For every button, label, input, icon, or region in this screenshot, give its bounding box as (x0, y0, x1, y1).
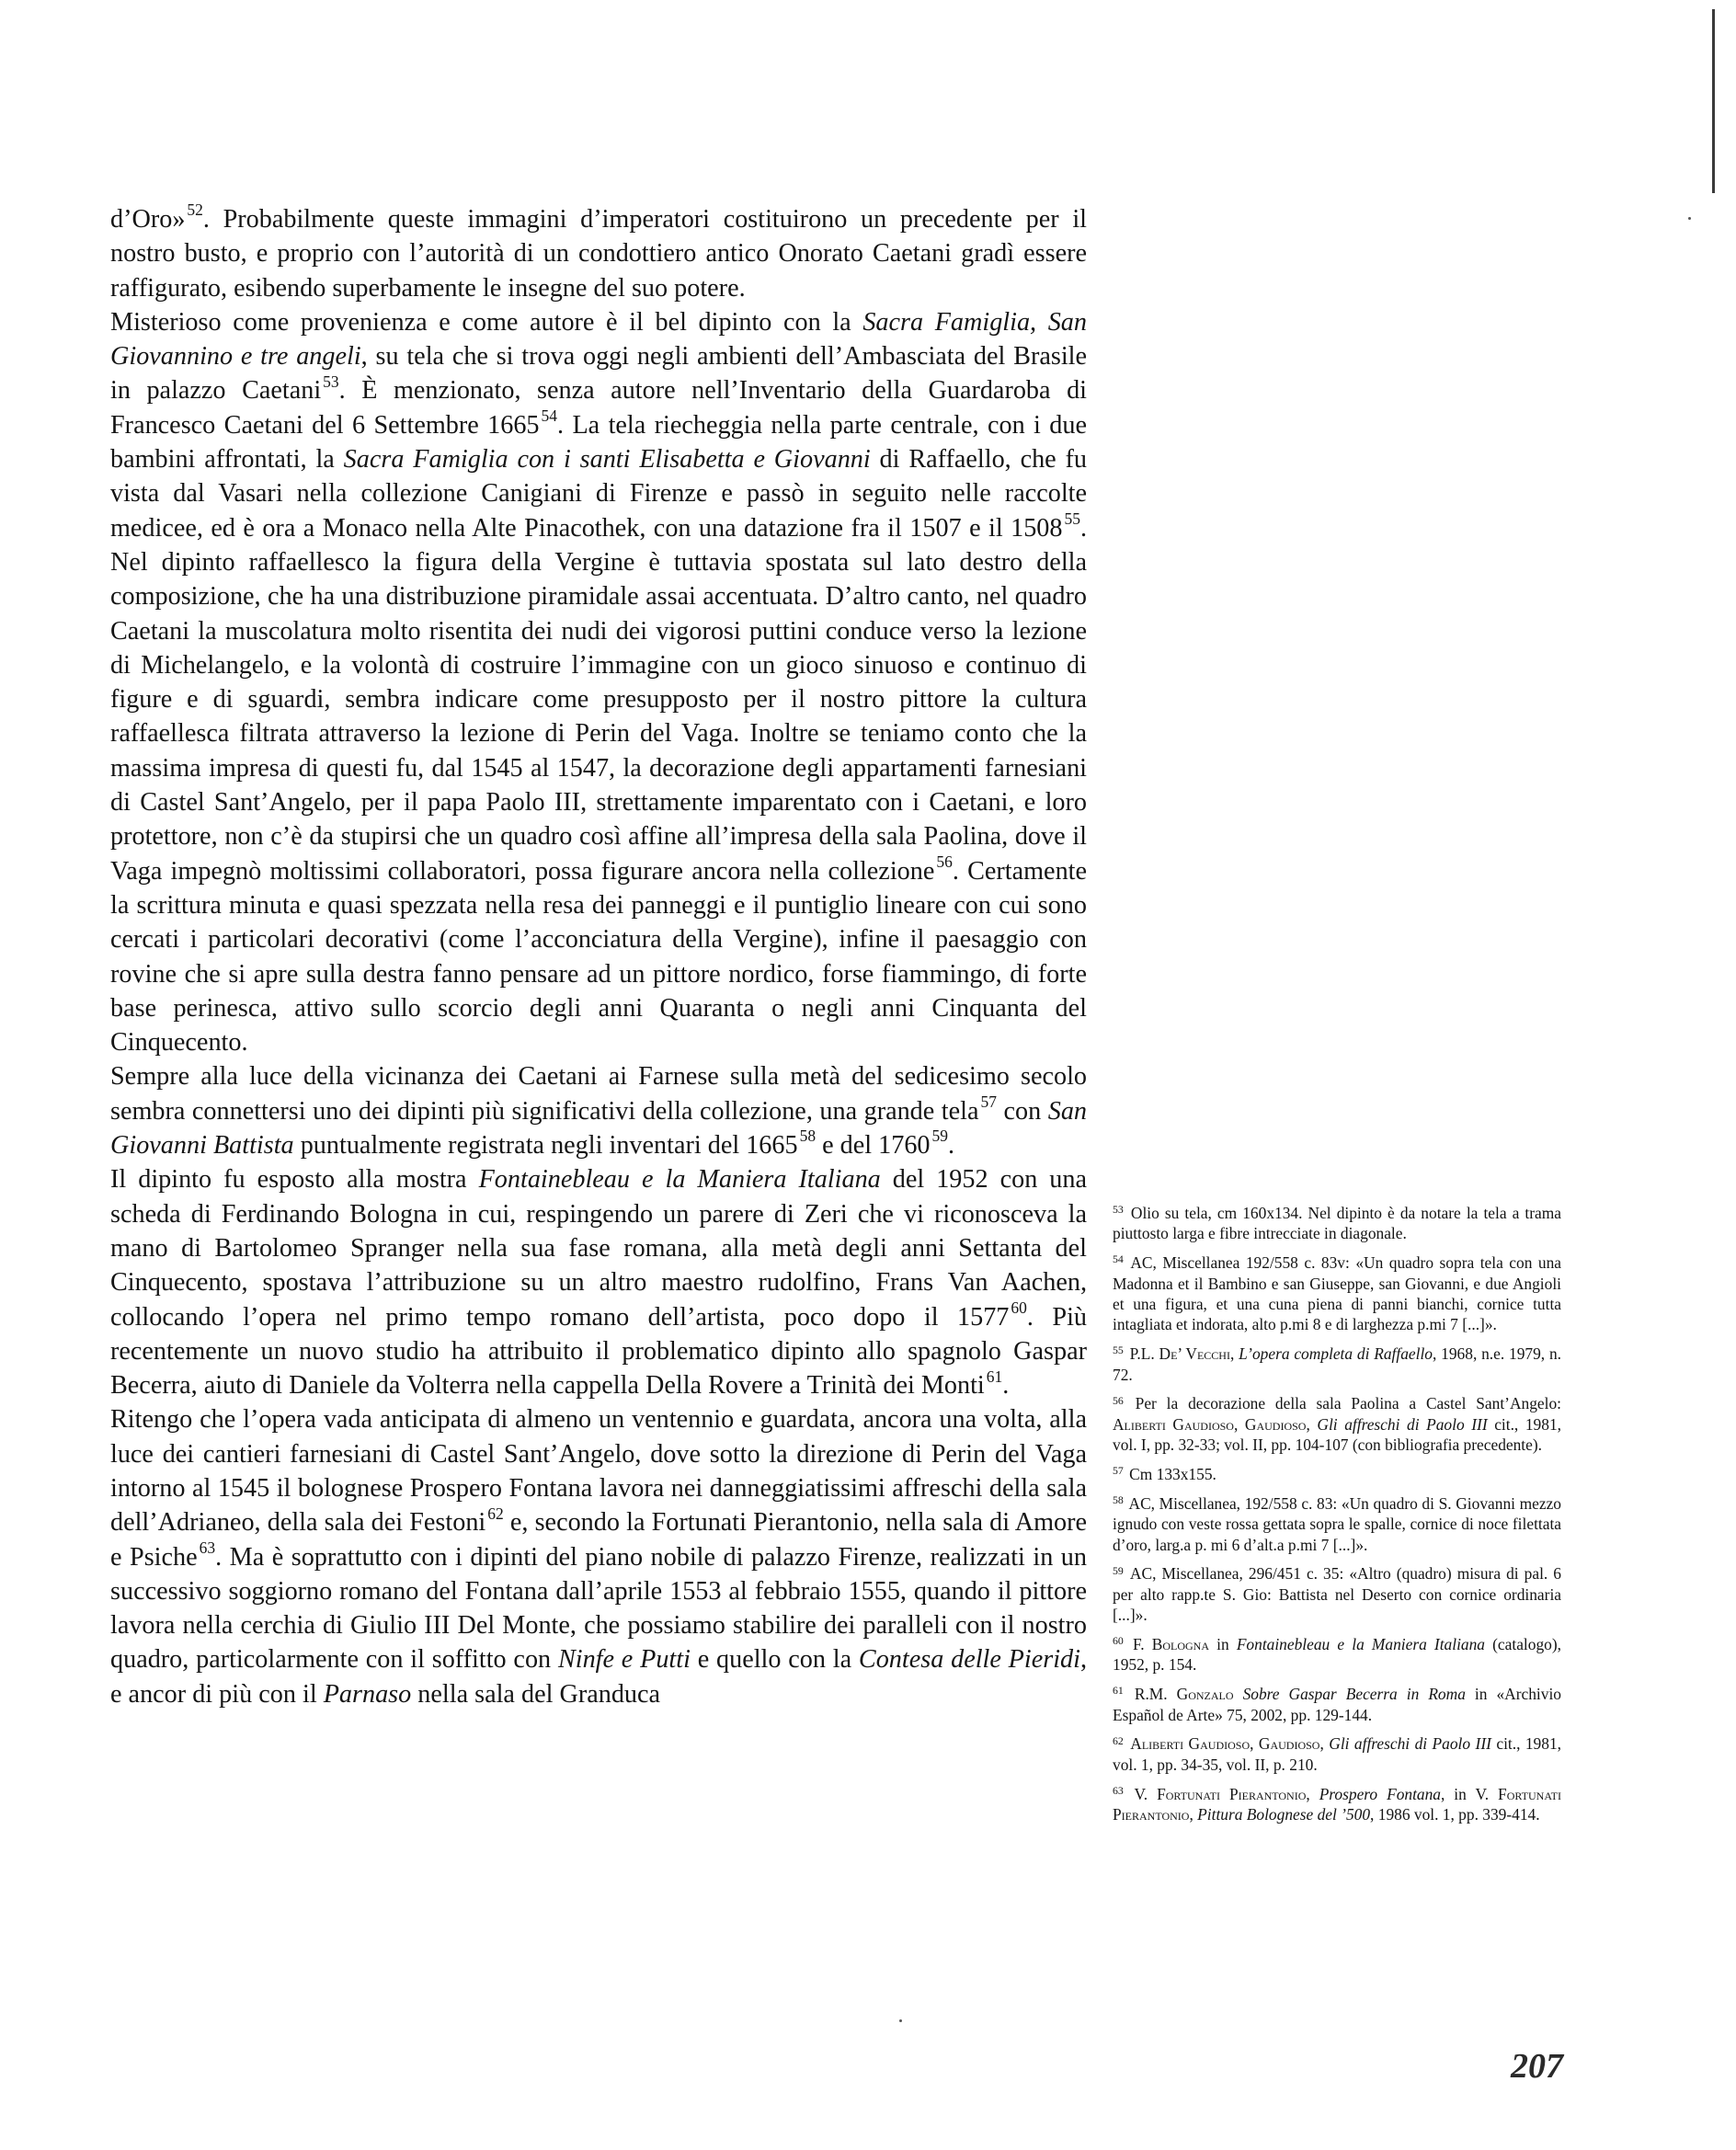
note-reference: 54 (1113, 1252, 1124, 1266)
footnote-60: $^{60}$ F. Bologna in Fontainebleau e la Maniera Italiana (catalogo), 1952, p. 154. (1113, 1634, 1561, 1675)
italic-text: Prospero Fontana (1319, 1784, 1441, 1803)
note-reference: 56 (1113, 1393, 1124, 1407)
scan-speck (1688, 217, 1691, 220)
author-name: Bologna (1151, 1635, 1209, 1654)
note-reference: 62 (1113, 1733, 1124, 1747)
footnote-63: $^{63}$ V. Fortunati Pierantonio, Prospero Fontana, in V. Fortunati Pierantonio, Pittura Bolognese del ’500, 1986 vol. 1, pp. 339-414. (1113, 1783, 1561, 1824)
note-reference: 63 (1113, 1783, 1124, 1797)
author-name: Aliberti Gaudioso, Gaudioso (1130, 1734, 1320, 1754)
italic-text: San Giovanni Battista (110, 1096, 1087, 1161)
note-reference: 53 (1113, 1203, 1124, 1217)
italic-text: Gli affreschi di Paolo III (1329, 1734, 1491, 1754)
main-text-column (110, 202, 1087, 1711)
paragraph-1: d’Oro» $^{52}$. Probabilmente queste immagini d’imperatori costituirono un precedente per il nostro busto, e proprio con l’autorità di un condottiero antico Onorato Caetani gradì essere raffigurato, esibendo superbamente le insegne del suo potere. (110, 200, 1087, 303)
author-name: De’ Vecchi (1159, 1344, 1230, 1364)
footnote-57: $^{57}$ Cm 133x155. (1113, 1464, 1216, 1484)
note-reference: 57 (1113, 1464, 1124, 1478)
author-name: Gonzalo (1176, 1685, 1234, 1704)
italic-text: Pittura Bolognese del ’500 (1197, 1805, 1371, 1824)
note-reference: 54 (541, 406, 557, 426)
author-name: Aliberti Gaudioso, Gaudioso (1113, 1414, 1307, 1434)
note-reference: 60 (1011, 1298, 1027, 1317)
italic-text: Sacra Famiglia, San Giovannino e tre angeli (110, 307, 1087, 372)
italic-text: Fontainebleau e la Maniera Italiana (478, 1165, 881, 1195)
italic-text: Gli affreschi di Paolo III (1317, 1414, 1488, 1434)
note-reference: 53 (323, 372, 339, 391)
note-reference: 52 (187, 200, 203, 220)
note-reference: 62 (487, 1504, 504, 1523)
footnote-62: $^{62}$ Aliberti Gaudioso, Gaudioso, Gli affreschi di Paolo III cit., 1981, vol. 1, pp. 34-35, vol. II, p. 210. (1113, 1733, 1561, 1774)
author-name: Fortunati Pierantonio (1157, 1784, 1307, 1803)
italic-text: Contesa delle Pieridi (858, 1645, 1080, 1675)
footnote-59: $^{59}$ AC, Miscellanea, 296/451 c. 35: «Altro (quadro) misura di pal. 6 per alto rapp.te S. Gio: Battista nel Deserto con cornice ordinaria [...]». (1113, 1563, 1561, 1625)
italic-text: L’opera completa di Raffaello (1239, 1344, 1433, 1364)
note-reference: 60 (1113, 1634, 1124, 1648)
footnote-54: $^{54}$ AC, Miscellanea 192/558 c. 83v: «Un quadro sopra tela con una Madonna et il Bambino e san Giuseppe, san Giovanni, e due Angioli et una figura, et una cuna piena di panni bianchi, cornice tutta intagliata et indorata, alto p.mi 8 e di larghezza p.mi 7 [...]». (1113, 1252, 1561, 1334)
note-reference: 59 (1113, 1563, 1124, 1577)
note-reference: 61 (1113, 1684, 1124, 1698)
paragraph-2: Misterioso come provenienza e come autore è il bel dipinto con la Sacra Famiglia, San Giovannino e tre angeli, su tela che si trova oggi negli ambienti dell’Ambasciata del Brasile in palazzo Caetani $^{53}$. È menzionato, senza autore nell’Inventario della Guardaroba di Francesco Caetani del 6 Settembre 1665 $^{54}$. La tela riecheggia nella parte centrale, con i due bambini affrontati, la Sacra Famiglia con i santi Elisabetta e Giovanni di Raffaello, che fu vista dal Vasari nella collezione Canigiani di Firenze e passò in seguito nelle raccolte medicee, ed è ora a Monaco nella Alte Pinacothek, con una datazione fra il 1507 e il 1508 $^{55}$. Nel dipinto raffaellesco la figura della Vergine è tuttavia spostata sul lato destro della composizione, che ha una distribuzione piramidale assai accentuata. D’altro canto, nel quadro Caetani la muscolatura molto risentita dei nudi dei vigorosi puttini conduce verso la lezione di Michelangelo, e la volontà di costruire l’immagine con un gioco sinuoso e continuo di figure e di sguardi, sembra indicare come presupposto per il nostro pittore la cultura raffaellesca filtrata attraverso la lezione di Perin del Vaga. Inoltre se teniamo conto che la massima impresa di questi fu, dal 1545 al 1547, la decorazione degli appartamenti farnesiani di Castel Sant’Angelo, per il papa Paolo III, strettamente imparentato con i Caetani, e loro protettore, non c’è da stupirsi che un quadro così affine all’impresa della sala Paolina, dove il Vaga impegnò moltissimi collaboratori, possa figurare ancora nella collezione $^{56}$. Certamente la scrittura minuta e quasi spezzata nella resa dei panneggi e il puntiglio lineare con cui sono cercati i particolari decorativi (come l’acconciatura della Vergine), infine il paesaggio con rovine che si apre sulla destra fanno pensare ad un pittore nordico, forse fiammingo, di forte base perinesca, attivo sullo scorcio degli anni Quaranta o negli anni Cinquanta del Cinquecento. (110, 307, 1088, 1058)
italic-text: Ninfe e Putti (557, 1645, 691, 1675)
italic-text: Sacra Famiglia con i santi Elisabetta e Giovanni (343, 445, 871, 475)
page-edge-line (1712, 9, 1715, 193)
note-reference: 63 (199, 1538, 216, 1557)
footnote-61: $^{61}$ R.M. Gonzalo Sobre Gaspar Becerra in Roma in «Archivio Español de Arte» 75, 2002, pp. 129-144. (1113, 1684, 1561, 1724)
paragraph-3: Sempre alla luce della vicinanza dei Caetani ai Farnese sulla metà del sedicesimo secolo sembra connettersi uno dei dipinti più significativi della collezione, una grande tela $^{57}$ con San Giovanni Battista puntualmente registrata negli inventari del 1665 $^{58}$ e del 1760 $^{59}$. (110, 1062, 1087, 1161)
footnote-58: $^{58}$ AC, Miscellanea, 192/558 c. 83: «Un quadro di S. Giovanni mezzo ignudo con veste rossa gettata sopra le spalle, cornice di noce filettata d’oro, larg.a p. mi 6 d’alt.a p.mi 7 [...]». (1113, 1492, 1561, 1554)
footnotes-column (1113, 1203, 1561, 1834)
note-reference: 55 (1064, 509, 1080, 529)
note-reference: 56 (936, 852, 953, 872)
note-reference: 57 (980, 1092, 997, 1112)
italic-text: Parnaso (323, 1679, 412, 1709)
note-reference: 59 (931, 1126, 948, 1146)
paragraph-5: Ritengo che l’opera vada anticipata di almeno un ventennio e guardata, ancora una volta, alla luce dei cantieri farnesiani di Castel Sant’Angelo, dove sotto la direzione di Perin del Vaga intorno al 1545 il bolognese Prospero Fontana lavora nei danneggiatissimi affreschi della sala dell’Adrianeo, della sala dei Festoni $^{62}$ e, secondo la Fortunati Pierantonio, nella sala di Amore e Psiche $^{63}$. Ma è soprattutto con i dipinti del piano nobile di palazzo Firenze, realizzati in un successivo soggiorno romano del Fontana dall’aprile 1553 al febbraio 1555, quando il pittore lavora nella cerchia di Giulio III Del Monte, che possiamo stabilire dei paralleli con il nostro quadro, particolarmente con il soffitto con Ninfe e Putti e quello con la Contesa delle Pieridi, e ancor di più con il Parnaso nella sala del Granduca (110, 1405, 1088, 1709)
footnote-56: $^{56}$ Per la decorazione della sala Paolina a Castel Sant’Angelo: Aliberti Gaudioso, Gaudioso, Gli affreschi di Paolo III cit., 1981, vol. I, pp. 32-33; vol. II, pp. 104-107 (con bibliografia precedente). (1113, 1393, 1561, 1455)
note-reference: 61 (986, 1367, 1003, 1386)
page-number: 207 (1511, 2047, 1563, 2086)
note-reference: 58 (1113, 1492, 1124, 1506)
footnote-55: $^{55}$ P.L. De’ Vecchi, L’opera completa di Raffaello, 1968, n.e. 1979, n. 72. (1113, 1344, 1562, 1384)
note-reference: 55 (1113, 1344, 1124, 1357)
footnote-53: $^{53}$ Olio su tela, cm 160x134. Nel dipinto è da notare la tela a trama piuttosto larga e fibre intrecciate in diagonale. (1113, 1203, 1561, 1243)
paragraph-4: Il dipinto fu esposto alla mostra Fontainebleau e la Maniera Italiana del 1952 con una scheda di Ferdinando Bologna in cui, respingendo un parere di Zeri che vi riconosceva la mano di Bartolomeo Spranger nella sua fase romana, alla metà degli anni Settanta del Cinquecento, spostava l’attribuzione su un altro maestro rudolfino, Frans Van Aachen, collocando l’opera nel primo tempo romano dell’artista, poco dopo il 1577 $^{60}$. Più recentemente un nuovo studio ha attribuito il problematico dipinto allo spagnolo Gaspar Becerra, aiuto di Daniele da Volterra nella cappella Della Rovere a Trinità dei Monti $^{61}$. (110, 1165, 1087, 1401)
italic-text: Sobre Gaspar Becerra in Roma (1242, 1685, 1466, 1704)
italic-text: Fontainebleau e la Maniera Italiana (1236, 1635, 1485, 1654)
scan-speck (899, 2019, 902, 2022)
author-name: Fortunati Pierantonio (1113, 1784, 1561, 1824)
note-reference: 58 (799, 1126, 817, 1146)
